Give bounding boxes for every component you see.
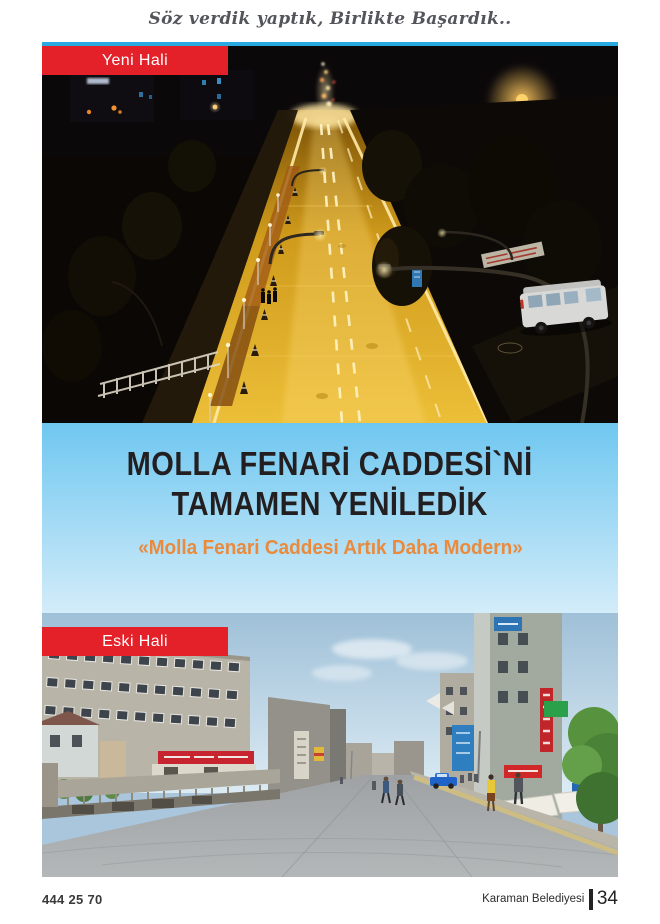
new-state-ribbon bbox=[42, 46, 228, 75]
headline-panel bbox=[42, 423, 618, 613]
footer-page-number: 34 bbox=[596, 888, 618, 909]
night-street-illustration bbox=[42, 46, 618, 423]
old-state-ribbon bbox=[42, 627, 228, 656]
blue-sign-tall bbox=[452, 725, 474, 771]
content-block bbox=[42, 42, 618, 877]
footer-organization: Karaman Belediyesi bbox=[482, 893, 585, 905]
subtitle: «Molla Fenari Caddesi Artık Daha Modern» bbox=[137, 537, 523, 559]
footer-separator bbox=[589, 889, 593, 910]
title-line-1: MOLLA FENARİ CADDESİ`Nİ bbox=[127, 445, 533, 482]
page-footer bbox=[42, 886, 618, 912]
footer-phone: 444 25 70 bbox=[42, 891, 103, 907]
night-street-photo bbox=[42, 46, 618, 423]
title-line-2: TAMAMEN YENİLEDİK bbox=[171, 485, 489, 522]
footer-right-group bbox=[482, 888, 618, 910]
header-slogan: Söz verdik yaptık, Birlikte Başardık.. bbox=[148, 9, 512, 29]
page-title bbox=[42, 423, 618, 524]
new-state-label: Yeni Hali bbox=[101, 51, 169, 69]
old-state-label: Eski Hali bbox=[102, 632, 168, 650]
daytime-street-photo bbox=[42, 613, 618, 877]
